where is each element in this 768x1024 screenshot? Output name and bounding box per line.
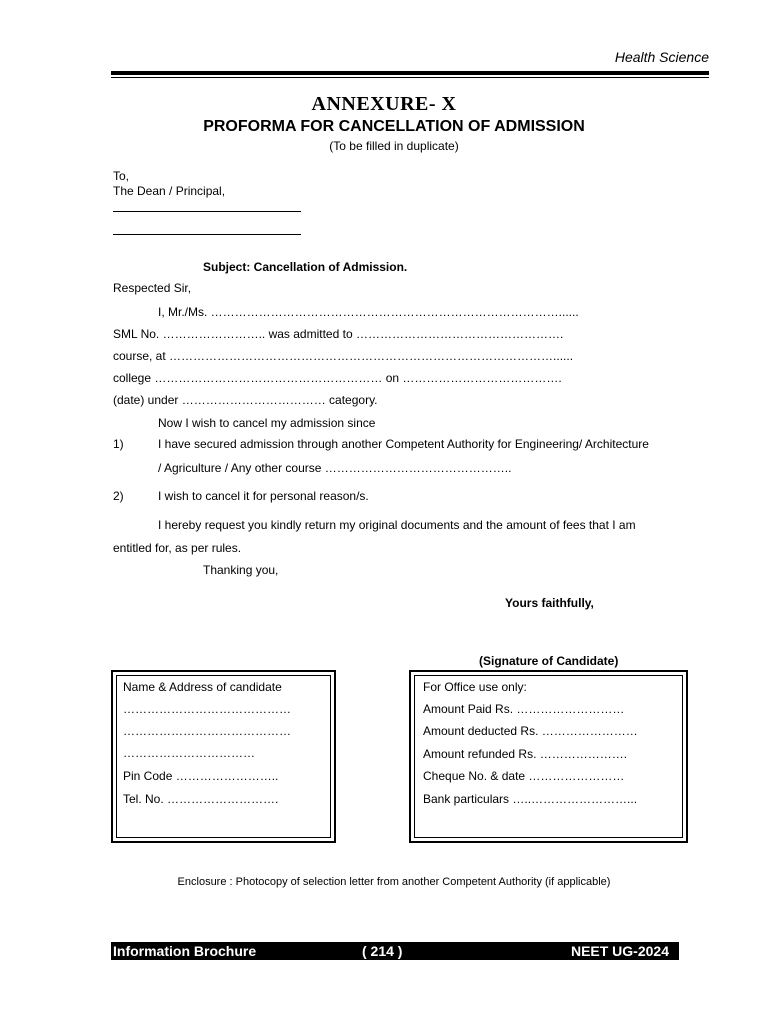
reason-number: 1) — [113, 437, 124, 451]
reason-text-continued: / Agriculture / Any other course ……………………………………….. — [158, 461, 512, 475]
body-cancel-line: Now I wish to cancel my admission since — [158, 416, 376, 430]
reason-number: 2) — [113, 489, 124, 503]
office-box-line: Amount refunded Rs. …………………. — [423, 747, 628, 761]
body-college-line: college ………………………………………………… on …………………………………. — [113, 371, 562, 385]
office-box-line: Cheque No. & date …………………… — [423, 769, 625, 783]
body-course-line: course, at ……………………………………………………………………………………...... — [113, 349, 574, 363]
header-rule-thick — [111, 71, 709, 75]
office-box-line: Amount Paid Rs. ……………………… — [423, 702, 625, 716]
body-date-line: (date) under ……………………………… category. — [113, 393, 378, 407]
address-to: To, — [113, 169, 130, 183]
reason-text: I wish to cancel it for personal reason/s. — [158, 489, 369, 503]
thanking-line: Thanking you, — [203, 563, 279, 577]
body-sml-line: SML No. …………………….. was admitted to ……………………………………………. — [113, 327, 564, 341]
office-box-line: For Office use only: — [423, 680, 527, 694]
candidate-box-line: Tel. No. ………………………. — [123, 792, 279, 806]
reason-text: I have secured admission through another Competent Authority for Engineering/ Architecture — [158, 437, 649, 451]
request-line-continued: entitled for, as per rules. — [113, 541, 242, 555]
signature-label: (Signature of Candidate) — [479, 654, 619, 668]
address-recipient: The Dean / Principal, — [113, 184, 226, 198]
footer-bar — [111, 942, 679, 960]
proforma-title: PROFORMA FOR CANCELLATION OF ADMISSION — [203, 118, 585, 135]
annexure-title: ANNEXURE- X — [311, 93, 457, 115]
footer-brochure-label: Information Brochure — [113, 943, 257, 959]
salutation: Respected Sir, — [113, 281, 192, 295]
address-blank-line-1 — [113, 211, 301, 212]
office-box-line: Amount deducted Rs. …………………… — [423, 724, 638, 738]
request-line: I hereby request you kindly return my original documents and the amount of fees that I am — [158, 518, 636, 532]
closing-line: Yours faithfully, — [505, 596, 594, 610]
enclosure-note: Enclosure : Photocopy of selection letter from another Competent Authority (if applicable) — [177, 876, 611, 888]
candidate-box-line: Pin Code …………………….. — [123, 769, 279, 783]
section-header: Health Science — [614, 49, 709, 65]
candidate-box-line: …………………………………… — [123, 702, 291, 716]
office-box-line: Bank particulars …..……………………... — [423, 792, 638, 806]
footer-page-number: ( 214 ) — [362, 943, 403, 959]
address-blank-line-2 — [113, 234, 301, 235]
candidate-box-line: Name & Address of candidate — [123, 680, 282, 694]
header-rule-thin — [111, 77, 709, 78]
duplicate-note: (To be filled in duplicate) — [329, 139, 459, 153]
subject-line: Subject: Cancellation of Admission. — [203, 260, 408, 274]
footer-exam-label: NEET UG-2024 — [570, 943, 669, 959]
candidate-box-line: …………………………………… — [123, 724, 291, 738]
body-name-line: I, Mr./Ms. ……………………………………………………………………………...... — [158, 305, 579, 319]
candidate-box-line: …………………………… — [123, 746, 255, 760]
